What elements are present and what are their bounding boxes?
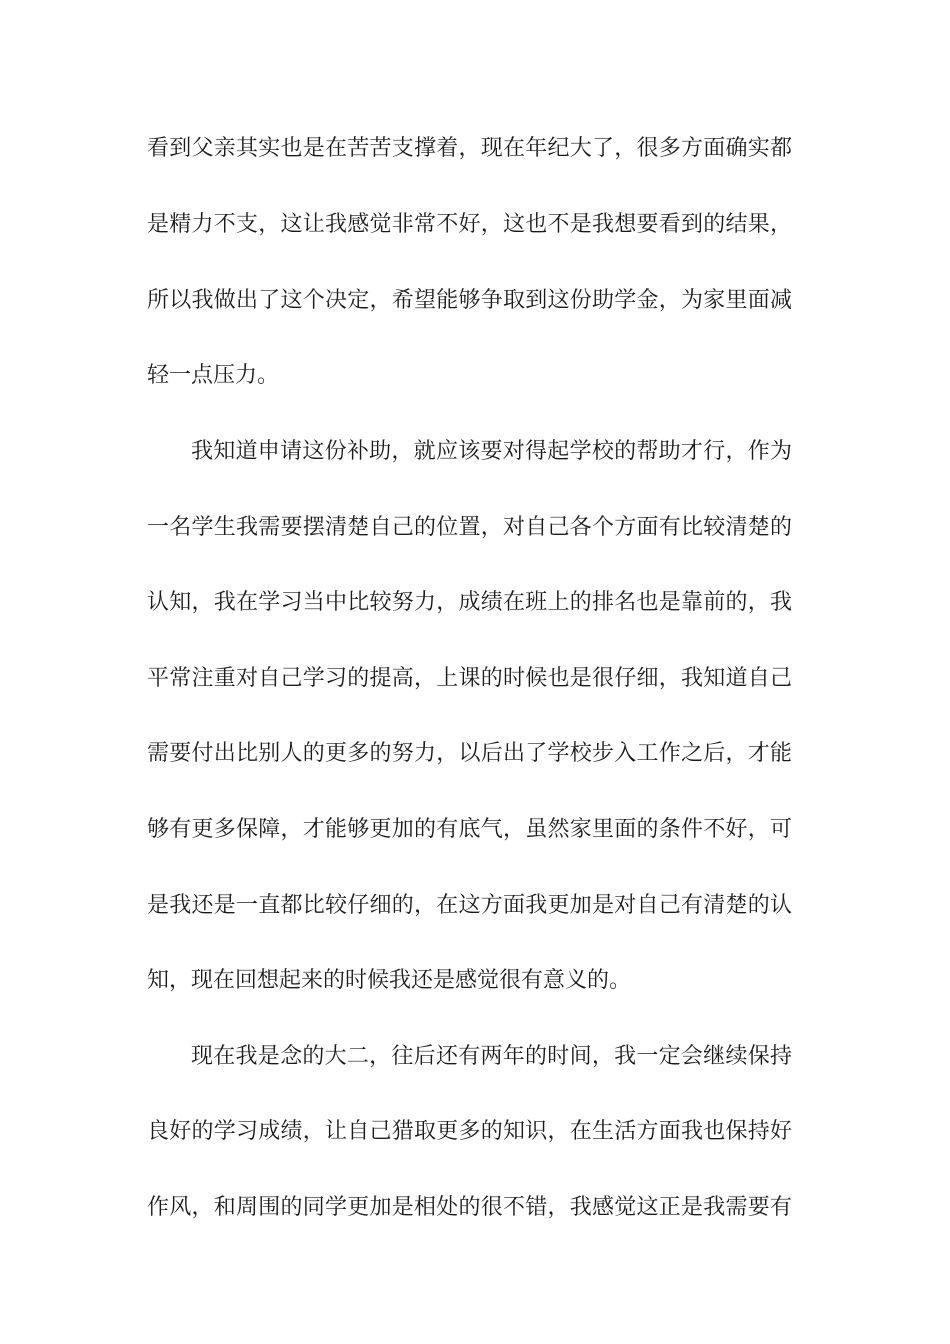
text-line: 够有更多保障，才能够更加的有底气，虽然家里面的条件不好，可: [147, 817, 792, 842]
text-line: 平常注重对自己学习的提高，上课的时候也是很仔细，我知道自己: [147, 666, 792, 691]
text-line: 是精力不支，这让我感觉非常不好，这也不是我想要看到的结果，: [147, 212, 792, 237]
text-line: 需要付出比别人的更多的努力，以后出了学校步入工作之后，才能: [147, 741, 792, 766]
text-line: 看到父亲其实也是在苦苦支撑着，现在年纪大了，很多方面确实都: [147, 136, 792, 161]
text-line: 所以我做出了这个决定，希望能够争取到这份助学金，为家里面减: [147, 288, 792, 313]
text-line: 作风，和周围的同学更加是相处的很不错，我感觉这正是我需要有: [147, 1195, 792, 1220]
text-line: 轻一点压力。: [147, 363, 280, 388]
text-line: 知，现在回想起来的时候我还是感觉很有意义的。: [147, 968, 632, 993]
paragraph-first-line: 我知道申请这份补助，就应该要对得起学校的帮助才行，作为: [191, 439, 792, 464]
text-line: 认知，我在学习当中比较努力，成绩在班上的排名也是靠前的，我: [147, 590, 792, 615]
text-line: 良好的学习成绩，让自己猎取更多的知识，在生活方面我也保持好: [147, 1119, 792, 1144]
paragraph-first-line: 现在我是念的大二，往后还有两年的时间，我一定会继续保持: [191, 1044, 792, 1069]
text-line: 一名学生我需要摆清楚自己的位置，对自己各个方面有比较清楚的: [147, 515, 792, 540]
text-line: 是我还是一直都比较仔细的，在这方面我更加是对自己有清楚的认: [147, 893, 792, 918]
